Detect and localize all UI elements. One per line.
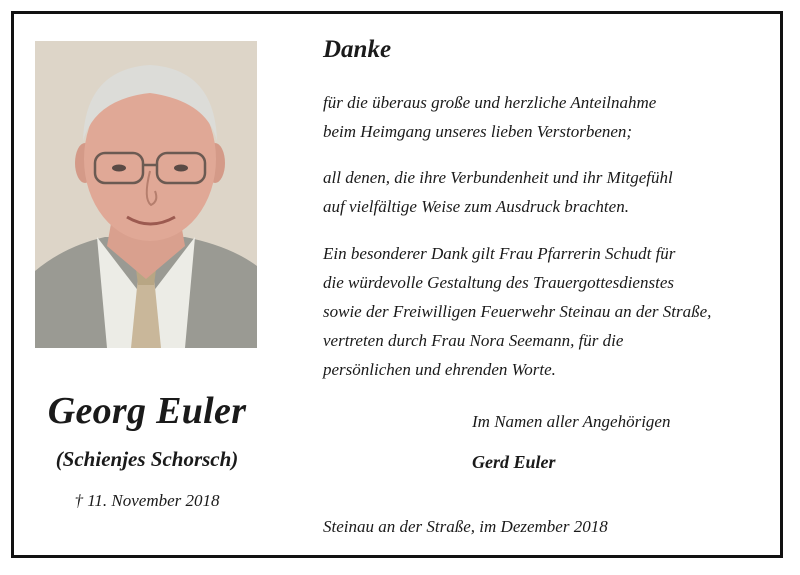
text-line: all denen, die ihre Verbundenheit und ihr Mitgefühl: [323, 168, 673, 187]
text-line: auf vielfältige Weise zum Ausdruck brachten.: [323, 197, 629, 216]
deceased-name: Georg Euler: [47, 390, 247, 432]
signature-name: Gerd Euler: [472, 452, 556, 472]
obituary-card: [11, 11, 783, 558]
deceased-nickname: (Schienjes Schorsch): [55, 447, 239, 471]
portrait-photo: [35, 41, 257, 348]
place-date: Steinau an der Straße, im Dezember 2018: [323, 517, 608, 536]
text-line: persönlichen und ehrenden Worte.: [323, 360, 556, 379]
text-line: vertreten durch Frau Nora Seemann, für die: [323, 331, 624, 350]
text-line: die würdevolle Gestaltung des Trauergottesdienstes: [323, 273, 674, 292]
text-line: beim Heimgang unseres lieben Verstorbenen;: [323, 122, 633, 141]
text-line: für die überaus große und herzliche Anteilnahme: [323, 93, 657, 112]
text-line: sowie der Freiwilligen Feuerwehr Steinau an der Straße,: [323, 302, 712, 321]
thanks-paragraph: [323, 163, 673, 221]
text-line: Ein besonderer Dank gilt Frau Pfarrerin Schudt für: [323, 244, 676, 263]
thanks-paragraph: [323, 88, 656, 146]
death-date: † 11. November 2018: [74, 491, 220, 510]
thanks-heading: Danke: [323, 36, 392, 63]
thanks-paragraph: [323, 239, 711, 384]
signature-intro: Im Namen aller Angehörigen: [472, 412, 671, 431]
